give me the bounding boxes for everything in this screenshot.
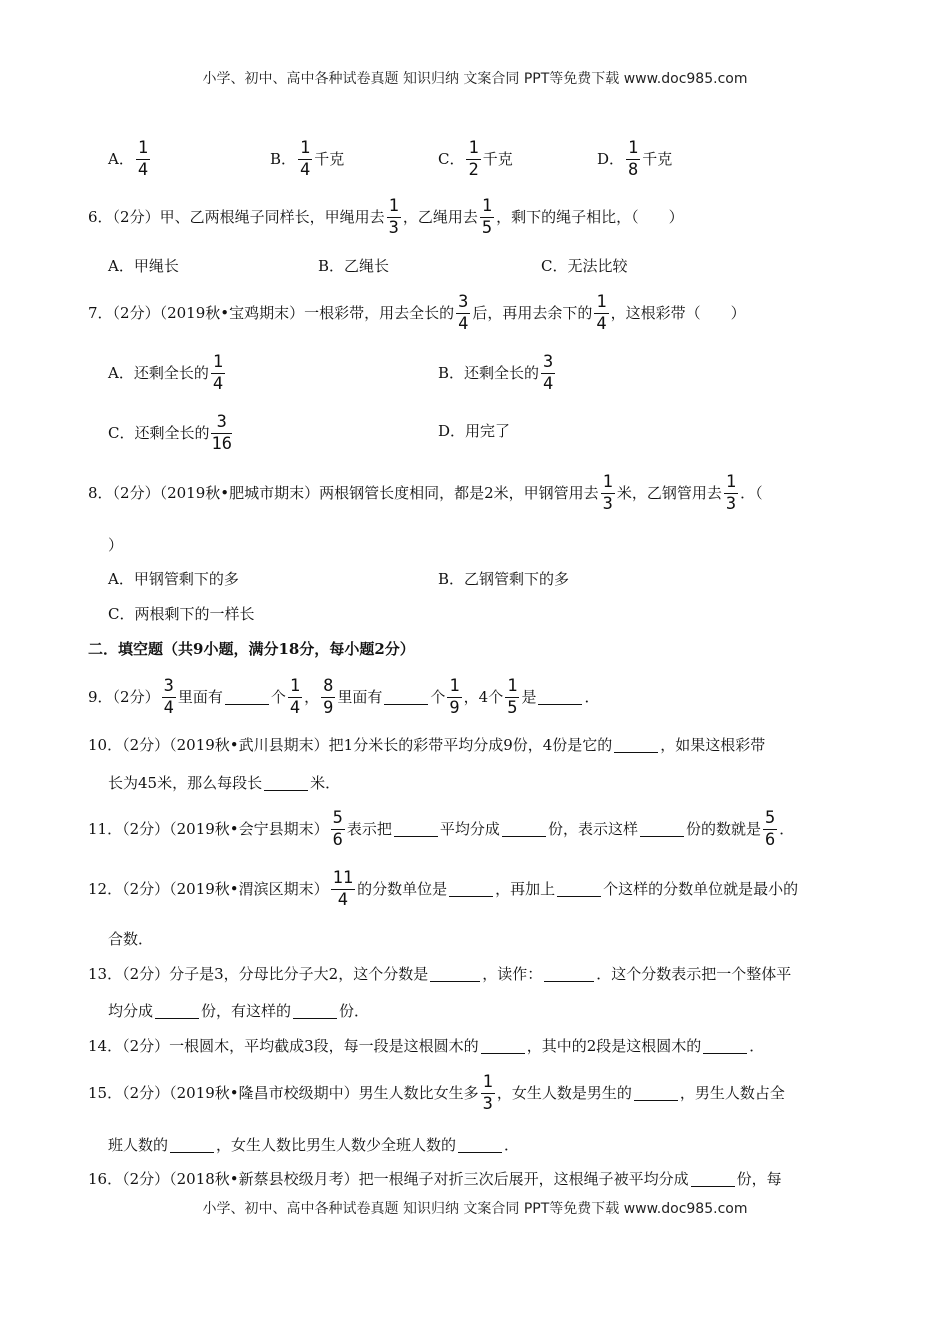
answer-blank[interactable] — [394, 822, 438, 837]
question-15-line2: 班人数的 ，女生人数比男生人数少全班人数的 ． — [108, 1136, 520, 1154]
fraction: $\frac{1}{4}$ — [300, 138, 311, 180]
fraction: $\frac{1}{5}$ — [481, 196, 493, 238]
q7-option-c: C．还剩全长的 $\frac{3}{16}$ — [108, 412, 232, 454]
answer-blank[interactable] — [634, 1086, 678, 1101]
q8-option-b: B．乙钢管剩下的多 — [438, 570, 570, 588]
question-10-line2: 长为45米，那么每段长 米． — [108, 774, 341, 792]
q5-option-a: A． $\frac{1}{4}$ — [108, 138, 149, 180]
fraction: $\frac{1}{9}$ — [449, 676, 460, 718]
answer-blank[interactable] — [155, 1004, 199, 1019]
question-11: 11．（2分）（2019秋•会宁县期末） $\frac{5}{6}$ 表示把 平均分成 份，表示这样 份的数就是 $\frac{5}{6}$ ． — [88, 808, 795, 850]
page-footer: 小学、初中、高中各种试卷真题 知识归纳 文案合同 PPT等免费下载 www.doc985.com — [202, 1201, 748, 1217]
q8-continuation: ） — [108, 536, 124, 554]
fraction: $\frac{1}{4}$ — [596, 292, 607, 334]
q6-option-a: A．甲绳长 — [108, 257, 179, 275]
answer-blank[interactable] — [691, 1172, 735, 1187]
q6-option-b: B．乙绳长 — [318, 257, 390, 275]
q5-option-b: B． $\frac{1}{4}$ 千克 — [270, 138, 345, 180]
q5-option-d: D． $\frac{1}{8}$ 千克 — [597, 138, 673, 180]
fraction: $\frac{1}{5}$ — [507, 676, 518, 718]
answer-blank[interactable] — [614, 738, 658, 753]
answer-blank[interactable] — [544, 967, 594, 982]
section-2-heading: 二．填空题（共9小题，满分18分，每小题2分） — [88, 640, 415, 658]
fraction: $\frac{1}{3}$ — [482, 1072, 493, 1114]
answer-blank[interactable] — [449, 882, 493, 897]
fraction: $\frac{1}{3}$ — [602, 472, 613, 514]
fraction: $\frac{1}{3}$ — [388, 196, 399, 238]
question-15: 15．（2分）（2019秋•隆昌市校级期中）男生人数比女生多 $\frac{1}{3}$ ，女生人数是男生的 ，男生人数占全 — [88, 1072, 785, 1114]
question-16: 16．（2分）（2018秋•新蔡县校级月考）把一根绳子对折三次后展开，这根绳子被平均分成 份，每 — [88, 1170, 782, 1188]
question-13: 13．（2分）分子是3，分母比分子大2，这个分数是 ，读作： ．这个分数表示把一个整体平 — [88, 965, 792, 983]
question-10: 10．（2分）（2019秋•武川县期末）把1分米长的彩带平均分成9份，4份是它的 ，如果这根彩带 — [88, 736, 766, 754]
q6-option-c: C．无法比较 — [541, 257, 628, 275]
answer-blank[interactable] — [293, 1004, 337, 1019]
question-13-line2: 均分成 份，有这样的 份． — [108, 1002, 370, 1020]
answer-blank[interactable] — [640, 822, 684, 837]
answer-blank[interactable] — [502, 822, 546, 837]
fraction: $\frac{1}{4}$ — [289, 676, 301, 718]
question-6: 6．（2分）甲、乙两根绳子同样长，甲绳用去 $\frac{1}{3}$ ，乙绳用去 $\frac{1}{5}$ ，剩下的绳子相比，（ ） — [88, 196, 684, 238]
q5-option-c: C． $\frac{1}{2}$ 千克 — [438, 138, 513, 180]
answer-blank[interactable] — [703, 1039, 747, 1054]
q8-option-a: A．甲钢管剩下的多 — [108, 570, 239, 588]
q7-option-a: A．还剩全长的 $\frac{1}{4}$ — [108, 352, 224, 394]
answer-blank[interactable] — [264, 776, 308, 791]
question-8: 8．（2分）（2019秋•肥城市期末）两根钢管长度相同，都是2米，甲钢管用去 $\frac{1}{3}$ 米，乙钢管用去 $\frac{1}{3}$ ．（ — [88, 472, 763, 514]
fraction: $\frac{1}{2}$ — [468, 138, 479, 180]
answer-blank[interactable] — [170, 1138, 214, 1153]
question-12: 12．（2分）（2019秋•渭滨区期末） $\frac{11}{4}$ 的分数单位是 ，再加上 个这样的分数单位就是最小的 — [88, 868, 799, 910]
answer-blank[interactable] — [225, 690, 269, 705]
question-9: 9．（2分） $\frac{3}{4}$ 里面有 个 $\frac{1}{4}$ ， $\frac{8}{9}$ 里面有 个 $\frac{1}{9}$ ，4个 $\frac{1}{5}$ 是 ． — [88, 676, 600, 718]
fraction: $\frac{5}{6}$ — [332, 808, 343, 850]
fraction: $\frac{3}{4}$ — [163, 676, 174, 718]
question-12-line2: 合数． — [108, 930, 154, 948]
fraction: $\frac{11}{4}$ — [332, 868, 354, 910]
answer-blank[interactable] — [557, 882, 601, 897]
fraction: $\frac{5}{6}$ — [764, 808, 776, 850]
answer-blank[interactable] — [481, 1039, 525, 1054]
question-7: 7．（2分）（2019秋•宝鸡期末）一根彩带，用去全长的 $\frac{3}{4}$ 后，再用去余下的 $\frac{1}{4}$ ，这根彩带（ ） — [88, 292, 746, 334]
fraction: $\frac{8}{9}$ — [323, 676, 334, 718]
q7-option-d: D．用完了 — [438, 422, 511, 440]
question-14: 14．（2分）一根圆木，平均截成3段，每一段是这根圆木的 ，其中的2段是这根圆木的 ． — [88, 1037, 765, 1055]
fraction: $\frac{3}{4}$ — [458, 292, 469, 334]
fraction: $\frac{3}{4}$ — [543, 352, 554, 394]
answer-blank[interactable] — [430, 967, 480, 982]
page-header: 小学、初中、高中各种试卷真题 知识归纳 文案合同 PPT等免费下载 www.doc985.com — [202, 71, 748, 87]
q7-option-b: B．还剩全长的 $\frac{3}{4}$ — [438, 352, 554, 394]
answer-blank[interactable] — [458, 1138, 502, 1153]
answer-blank[interactable] — [538, 690, 582, 705]
fraction: $\frac{1}{3}$ — [725, 472, 737, 514]
fraction: $\frac{1}{8}$ — [628, 138, 639, 180]
fraction: $\frac{1}{4}$ — [212, 352, 224, 394]
fraction: $\frac{3}{16}$ — [211, 412, 232, 454]
answer-blank[interactable] — [384, 690, 428, 705]
q8-option-c: C．两根剩下的一样长 — [108, 605, 255, 623]
fraction: $\frac{1}{4}$ — [137, 138, 149, 180]
